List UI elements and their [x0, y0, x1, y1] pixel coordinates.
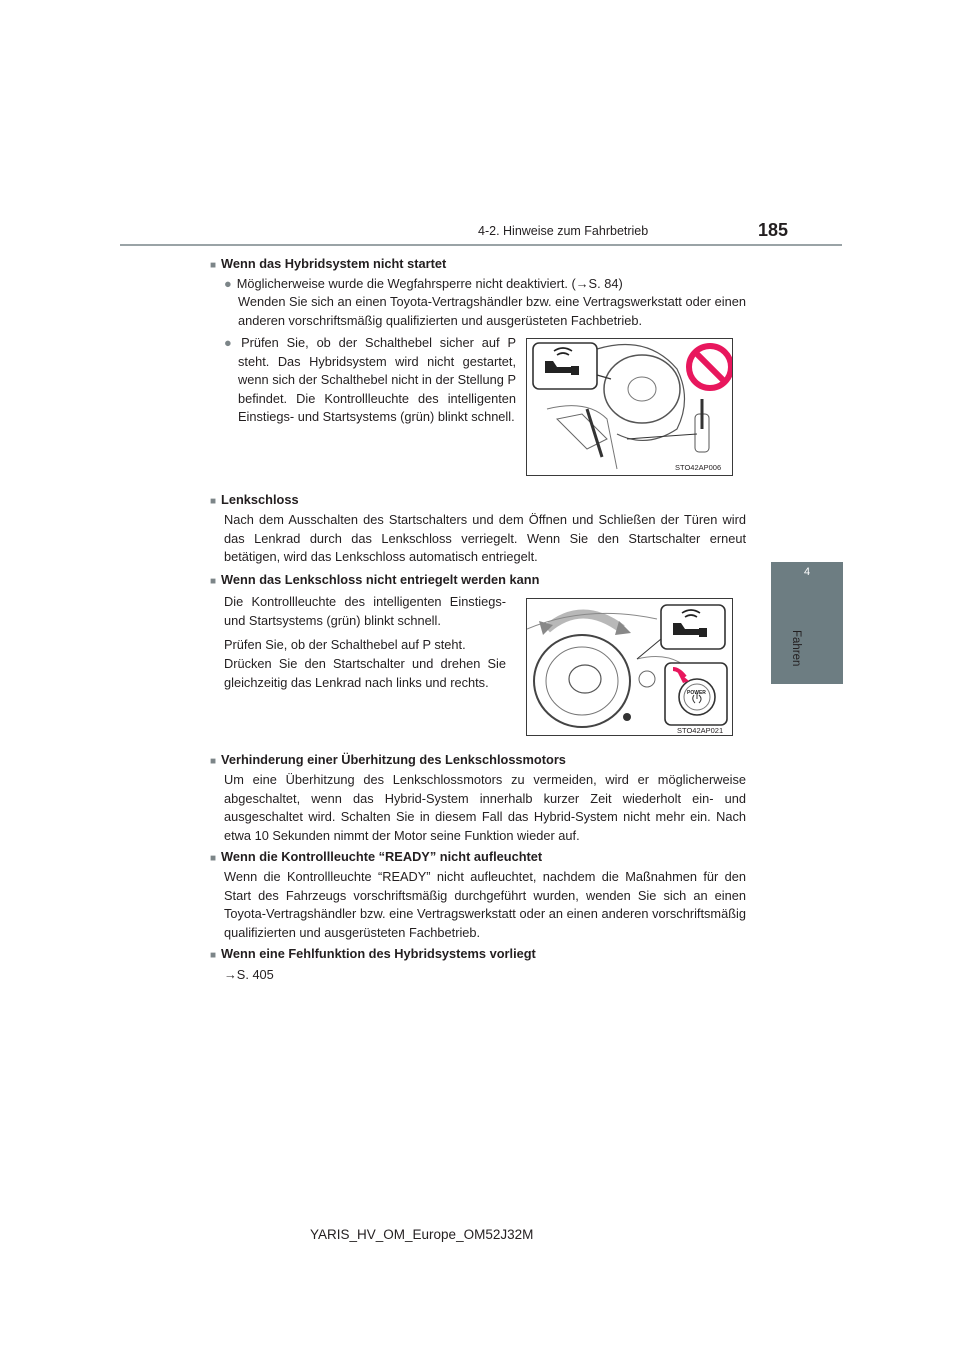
- chapter-label: Fahren: [790, 630, 802, 667]
- square-bullet-icon: ■: [210, 756, 217, 767]
- paragraph: Die Kontrollleuchte des intelligenten Einstiegs- und Startsystems (grün) blinkt schnell.: [224, 594, 506, 628]
- heading-text: Wenn das Hybridsystem nicht startet: [221, 256, 447, 271]
- paragraph: Wenn die Kontrollleuchte “READY” nicht aufleuchtet, nachdem die Maßnahmen für den Start des Fahrzeugs vorschriftsmäßig durchgeführt wurden, wenden Sie sich an einen Toyota-Vertragshändler bzw. eine Vertragswerkstatt oder an einen anderen vorschriftsmäßig qualifizierten und ausgerüsteten Fachbetrieb.: [224, 869, 746, 940]
- document-id: YARIS_HV_OM_Europe_OM52J32M: [310, 1227, 534, 1242]
- shift-lever-illustration: [527, 339, 732, 475]
- heading-text: Wenn die Kontrollleuchte “READY” nicht aufleuchtet: [221, 849, 543, 864]
- bullet-text: Prüfen Sie, ob der Schalthebel sicher auf P steht. Das Hybridsystem wird nicht gestartet, wenn sich der Schalthebel nicht in der Stellung P befindet. Die Kontrollleuchte des intelligenten Einstiegs- und Startsystems (grün) blinkt schnell.: [238, 335, 517, 425]
- paragraph: Wenden Sie sich an einen Toyota-Vertragshändler bzw. eine Vertragswerkstatt oder einen anderen vorschriftsmäßig qualifizierten und ausgerüsteten Fachbetrieb.: [238, 294, 746, 328]
- square-bullet-icon: ■: [210, 576, 217, 587]
- paragraph: Um eine Überhitzung des Lenkschlossmotors zu vermeiden, wird er möglicherweise abgeschaltet, wenn das Hybrid-System innerhalb kurzer Zeit wiederholt ein- und ausgeschaltet wird. Schalten Sie in diesem Fall das Hybrid-System nicht mehr ein. Nach etwa 10 Sekunden nimmt der Motor seine Funktion wieder auf.: [224, 772, 746, 843]
- paragraph: Nach dem Ausschalten des Startschalters und dem Öffnen und Schließen der Türen wird das Lenkrad durch das Lenkschloss verriegelt. Wenn Sie den Startschalter erneut betätigen, wird das Lenkschloss automatisch entriegelt.: [224, 512, 746, 565]
- circle-bullet-icon: ●: [224, 276, 232, 291]
- square-bullet-icon: ■: [210, 853, 217, 864]
- circle-bullet-icon: ●: [224, 335, 237, 350]
- steering-wheel-illustration: [527, 599, 732, 735]
- figure-code: STO42AP006: [675, 463, 722, 472]
- power-button-label: POWER: [687, 690, 706, 696]
- section-header: 4-2. Hinweise zum Fahrbetrieb: [478, 224, 649, 238]
- figure-steering-lock: [526, 598, 733, 736]
- heading-text: Verhinderung einer Überhitzung des Lenkschlossmotors: [221, 752, 566, 767]
- chapter-number: 4: [803, 566, 811, 578]
- heading-text: Wenn das Lenkschloss nicht entriegelt werden kann: [221, 572, 540, 587]
- section-heading: [210, 946, 536, 961]
- header-divider: [120, 244, 842, 246]
- paragraph: Drücken Sie den Startschalter und drehen Sie gleichzeitig das Lenkrad nach links und rechts.: [224, 656, 506, 690]
- section-heading: [210, 849, 542, 864]
- section-heading: [210, 492, 299, 507]
- figure-shift-lever: [526, 338, 733, 476]
- section-heading: [210, 752, 566, 767]
- square-bullet-icon: ■: [210, 260, 217, 271]
- section-heading: [210, 256, 446, 271]
- page-number: 185: [758, 220, 789, 240]
- bullet-item: [224, 275, 744, 294]
- section-heading: [210, 572, 539, 587]
- heading-text: Wenn eine Fehlfunktion des Hybridsystems vorliegt: [221, 946, 536, 961]
- bullet-item: [224, 334, 517, 427]
- page-reference-link[interactable]: →S. 405: [224, 967, 274, 982]
- paragraph: Prüfen Sie, ob der Schalthebel auf P steht.: [224, 637, 466, 652]
- square-bullet-icon: ■: [210, 950, 217, 961]
- square-bullet-icon: ■: [210, 496, 217, 507]
- bullet-text: Möglicherweise wurde die Wegfahrsperre nicht deaktiviert. (→S. 84): [236, 276, 623, 291]
- heading-text: Lenkschloss: [221, 492, 299, 507]
- figure-code: STO42AP021: [677, 726, 724, 735]
- chapter-tab: [771, 562, 843, 684]
